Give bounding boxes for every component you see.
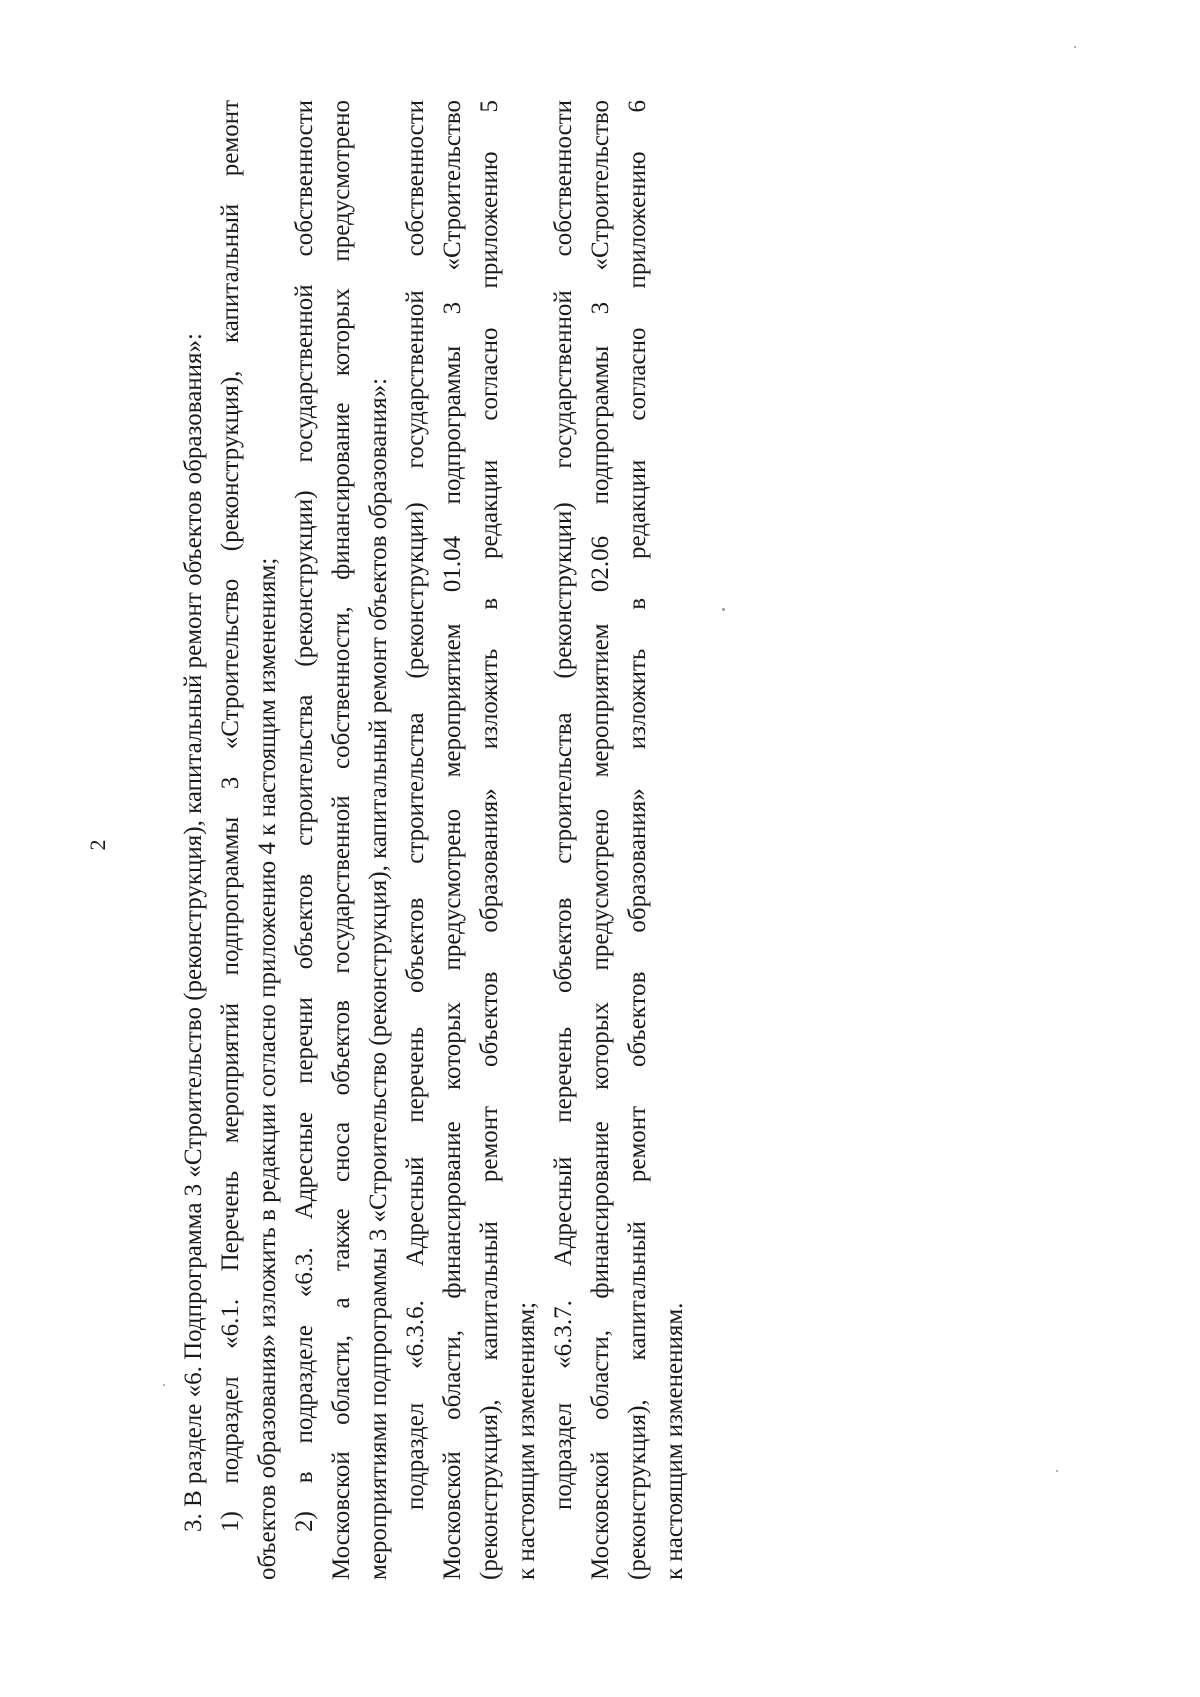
paragraph-3-2-line-2: Московской области, а также сноса объектов государственной собственности, финансирование которых предусмотрено	[328, 100, 355, 1580]
scan-speck	[722, 608, 725, 611]
paragraph-3-1-line-2: объектов образования» изложить в редакции согласно приложению 4 к настоящим изменениям;	[254, 557, 281, 1580]
scan-speck	[1074, 46, 1076, 48]
subsection-637-line-2: Московской области, финансирование которых предусмотрено мероприятием 02.06 подпрограммы 3 «Строительство	[587, 100, 614, 1580]
scan-speck	[1056, 1470, 1058, 1472]
subsection-636-line-4: к настоящим изменениям;	[513, 1301, 540, 1580]
paragraph-3-2-line-1: 2) в подразделе «6.3. Адресные перечни объектов строительства (реконструкции) государственной собственности	[291, 100, 318, 1532]
subsection-637-line-4: к настоящим изменениям.	[661, 1302, 688, 1580]
subsection-636-line-1: подраздел «6.3.6. Адресный перечень объектов строительства (реконструкции) государственной собственности	[402, 100, 429, 1510]
scan-speck	[163, 1384, 165, 1386]
paragraph-3-2-line-3: мероприятиями подпрограммы 3 «Строительство (реконструкция), капитальный ремонт объектов образования»:	[365, 377, 392, 1580]
subsection-636-line-3: (реконструкция), капитальный ремонт объектов образования» изложить в редакции согласно приложению 5	[476, 100, 503, 1580]
document-body	[175, 100, 693, 1580]
subsection-636-line-2: Московской области, финансирование которых предусмотрено мероприятием 01.04 подпрограммы 3 «Строительство	[439, 100, 466, 1580]
paragraph-3-1-line-1: 1) подраздел «6.1. Перечень мероприятий подпрограммы 3 «Строительство (реконструкция), капитальный ремонт	[217, 100, 244, 1532]
subsection-637-line-1: подраздел «6.3.7. Адресный перечень объектов строительства (реконструкции) государственной собственности	[550, 100, 577, 1510]
subsection-637-line-3: (реконструкция), капитальный ремонт объектов образования» изложить в редакции согласно приложению 6	[624, 100, 651, 1580]
paragraph-3-line-1: 3. В разделе «6. Подпрограмма 3 «Строительство (реконструкция), капитальный ремонт объектов образования»:	[180, 333, 207, 1532]
page-number: 2	[85, 839, 110, 851]
